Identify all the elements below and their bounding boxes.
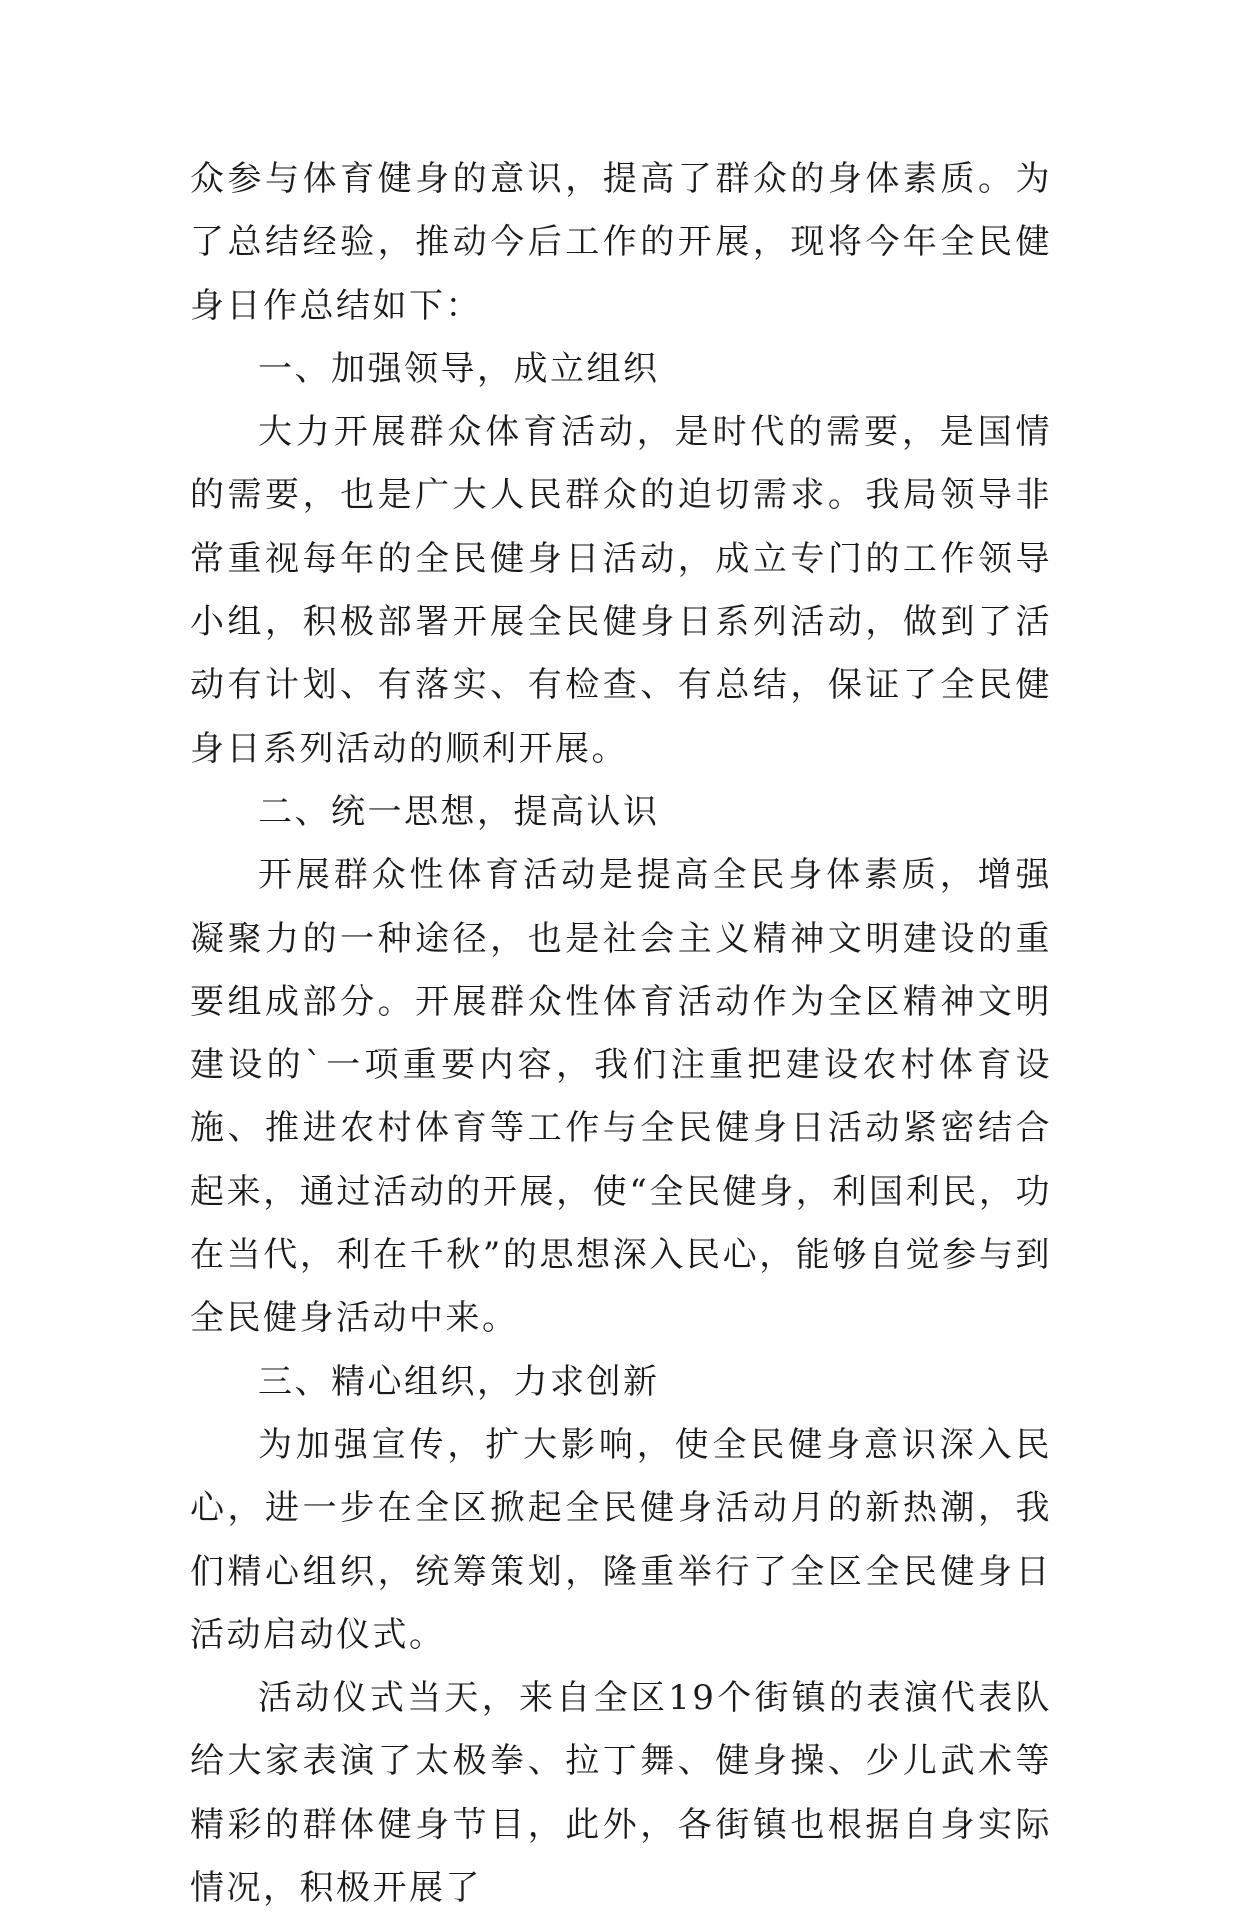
paragraph-ceremony: 活动仪式当天，来自全区19个街镇的表演代表队给大家表演了太极拳、拉丁舞、健身操、少儿武术等精彩的群体健身节目，此外，各街镇也根据自身实际情况，积极开展了 <box>190 1678 1052 1909</box>
paragraph-continuation: 众参与体育健身的意识，提高了群众的身体素质。为了总结经验，推动今后工作的开展，现将今年全民健身日作总结如下： <box>190 159 1052 326</box>
paragraph-organization: 为加强宣传，扩大影响，使全民健身意识深入民心，进一步在全区掀起全民健身活动月的新热潮，我们精心组织，统筹策划，隆重举行了全区全民健身日活动启动仪式。 <box>190 1424 1052 1655</box>
section-heading-3: 三、精心组织，力求创新 <box>258 1361 660 1402</box>
paragraph-leadership: 大力开展群众体育活动，是时代的需要，是国情的需要，也是广大人民群众的迫切需求。我局领导非常重视每年的全民健身日活动，成立专门的工作领导小组，积极部署开展全民健身日系列活动，做到了活动有计划、有落实、有检查、有总结，保证了全民健身日系列活动的顺利开展。 <box>190 412 1052 769</box>
section-heading-2: 二、统一思想，提高认识 <box>258 791 660 832</box>
paragraph-awareness: 开展群众性体育活动是提高全民身体素质，增强凝聚力的一种途径，也是社会主义精神文明建设的重要组成部分。开展群众性体育活动作为全区精神文明建设的`一项重要内容，我们注重把建设农村体育设施、推进农村体育等工作与全民健身日活动紧密结合起来，通过活动的开展，使“全民健身，利国利民，功在当代，利在千秋”的思想深入民心，能够自觉参与到全民健身活动中来。 <box>190 855 1052 1339</box>
body-text <box>190 148 1052 1920</box>
section-heading-1: 一、加强领导，成立组织 <box>258 348 660 389</box>
